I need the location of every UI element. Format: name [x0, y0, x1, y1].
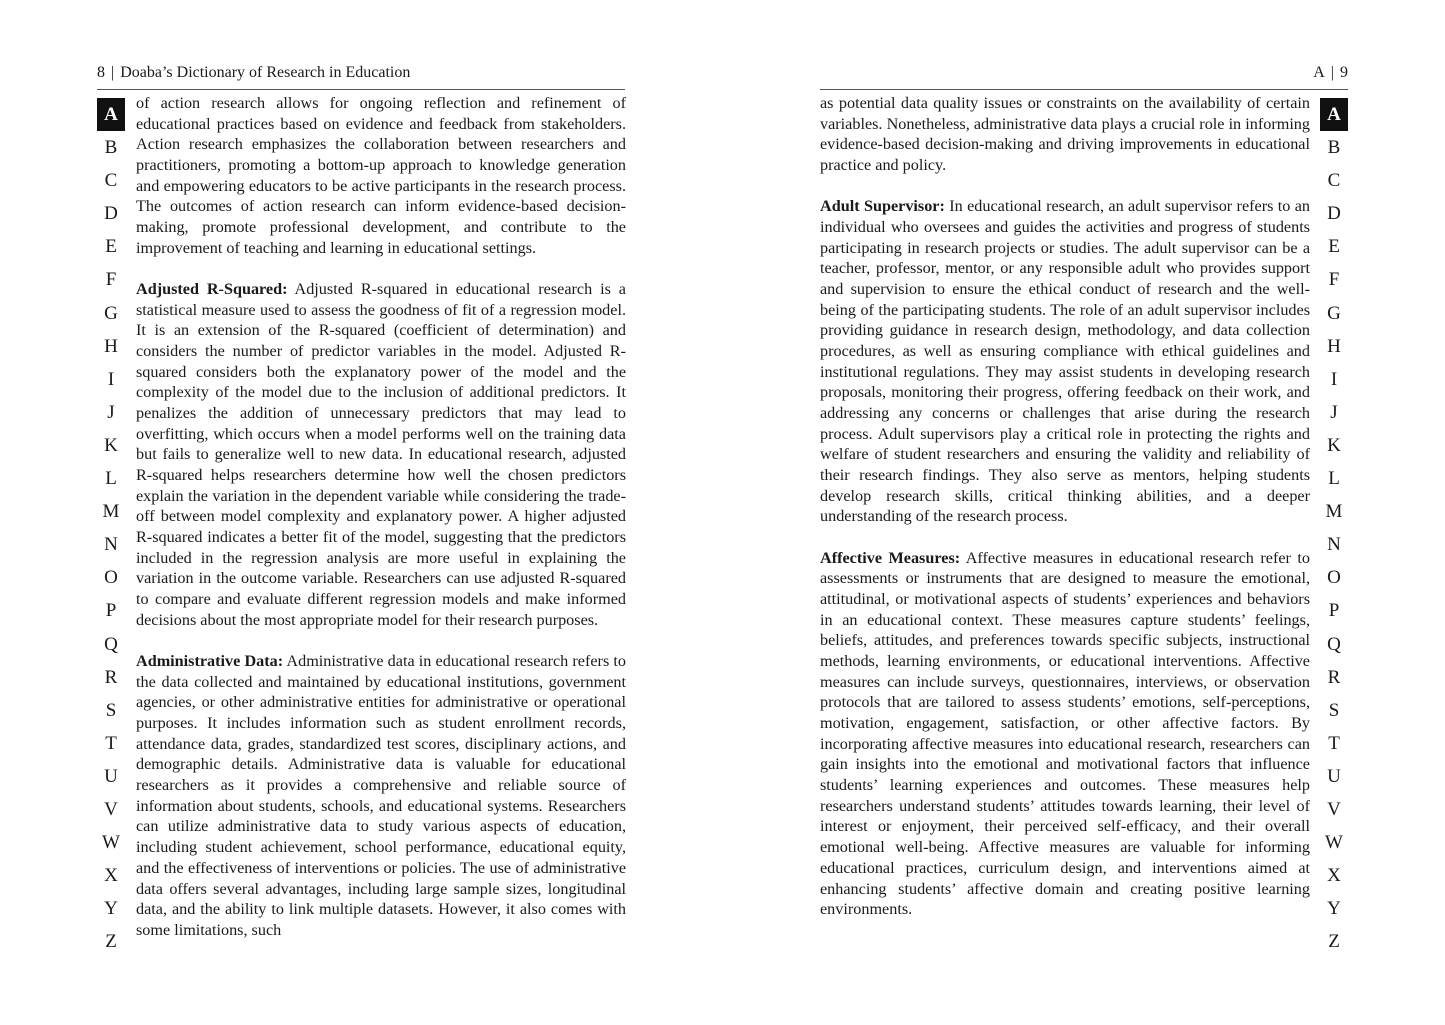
thumb-tab-letter[interactable]: U: [104, 765, 118, 787]
thumb-tab-letter[interactable]: H: [1327, 335, 1341, 357]
thumb-tab-letter[interactable]: Y: [1327, 898, 1341, 920]
thumb-tab-letter[interactable]: W: [102, 832, 120, 854]
thumb-tab-letter[interactable]: B: [104, 137, 118, 159]
section-letter: A: [1313, 64, 1325, 81]
thumb-tab-letter[interactable]: J: [1330, 401, 1338, 423]
thumb-tab-letter[interactable]: C: [1327, 170, 1341, 192]
thumb-tab-letter[interactable]: X: [104, 865, 118, 887]
left-page-header: [97, 64, 625, 90]
thumb-tab-letter[interactable]: T: [105, 732, 117, 754]
thumb-tab-letter[interactable]: K: [104, 434, 118, 456]
thumb-tab-letter[interactable]: D: [104, 203, 118, 225]
book-title: Doaba’s Dictionary of Research in Education: [120, 64, 411, 81]
thumb-tab-letter[interactable]: I: [1330, 368, 1338, 390]
thumb-tab-letter[interactable]: I: [107, 368, 115, 390]
right-page: [722, 0, 1445, 1025]
thumb-tab-letter[interactable]: T: [1328, 732, 1340, 754]
thumb-tab-letter[interactable]: M: [1325, 501, 1343, 523]
entry-term: Adult Supervisor:: [820, 197, 945, 216]
thumb-tab-letter[interactable]: G: [104, 302, 118, 324]
entry-definition: of action research allows for ongoing reflection and refinement of educational practices based on evidence and feedback from stakeholders. Action research emphasizes the collaboration between researchers and practitioners, promoting a bottom-up approach to knowledge generation and empowering educators to be active participants in the research process. The outcomes of action research can inform evidence-based decision-making, promote professional development, and contribute to the improvement of teaching and learning in educational settings.: [136, 94, 626, 257]
entry-term: Administrative Data:: [136, 652, 284, 671]
dictionary-entry: [136, 279, 626, 630]
entry-definition: Adjusted R-squared in educational research is a statistical measure used to assess the goodness of fit of a regression model. It is an extension of the R-squared (coefficient of determination) and considers the number of predictor variables in the model. Adjusted R-squared considers both the explanatory power of the model and the complexity of the model due to the inclusion of additional predictors. It penalizes the addition of unnecessary predictors that may lead to overfitting, which occurs when a model performs well on the training data but fails to generalize well to new data. In educational research, adjusted R-squared helps researchers determine how well the chosen predictors explain the variation in the dependent variable while considering the trade-off between model complexity and explanatory power. A higher adjusted R-squared indicates a better fit of the model, suggesting that the predictors included in the regression analysis are more useful in explaining the variation in the outcome variable. Researchers can use adjusted R-squared to compare and evaluate different regression models and make informed decisions about the most appropriate model for their research purposes.: [136, 280, 626, 629]
thumb-tab-letter[interactable]: Q: [1327, 633, 1341, 655]
thumb-tab-letter[interactable]: A: [1320, 98, 1348, 131]
dictionary-entry-continuation: [136, 93, 626, 258]
entry-definition: as potential data quality issues or constraints on the availability of certain variables. Nonetheless, administrative data plays a crucial role in informing evidence-based decision-making and driving improvements in educational practice and policy.: [820, 94, 1310, 175]
thumb-tab-letter[interactable]: P: [105, 600, 117, 622]
thumb-tab-letter[interactable]: Z: [105, 931, 117, 953]
right-alphabet-index: [1320, 98, 1348, 958]
thumb-tab-letter[interactable]: O: [1327, 567, 1341, 589]
entry-term: Affective Measures:: [820, 548, 961, 567]
left-page: [0, 0, 722, 1025]
thumb-tab-letter[interactable]: J: [107, 401, 115, 423]
entry-definition: In educational research, an adult supervisor refers to an individual who oversees and guides the activities and progress of students participating in research projects or studies. The adult supervisor can be a teacher, professor, mentor, or any responsible adult who provides support and supervision to ensure the ethical conduct of research and the well-being of the participating students. The role of an adult supervisor includes providing guidance in research design, methodology, and data collection procedures, as well as ensuring compliance with ethical guidelines and institutional regulations. They may assist students in developing research proposals, monitoring their progress, offering feedback on their work, and addressing any concerns or challenges that arise during the research process. Adult supervisors play a critical role in protecting the rights and welfare of student researchers and ensuring the validity and reliability of their research findings. They also serve as mentors, helping students develop research skills, critical thinking abilities, and a deeper understanding of the research process.: [820, 197, 1310, 526]
thumb-tab-letter[interactable]: P: [1328, 600, 1340, 622]
thumb-tab-letter[interactable]: R: [1327, 666, 1341, 688]
thumb-tab-letter[interactable]: N: [1327, 534, 1341, 556]
thumb-tab-letter[interactable]: L: [1328, 468, 1340, 490]
thumb-tab-letter[interactable]: W: [1325, 832, 1343, 854]
left-page-body: [136, 93, 626, 941]
thumb-tab-letter[interactable]: K: [1327, 434, 1341, 456]
right-page-header: [820, 64, 1348, 90]
thumb-tab-letter[interactable]: O: [104, 567, 118, 589]
thumb-tab-letter[interactable]: X: [1327, 865, 1341, 887]
left-page-number: 8: [97, 64, 105, 81]
thumb-tab-letter[interactable]: M: [102, 501, 120, 523]
thumb-tab-letter[interactable]: B: [1327, 137, 1341, 159]
thumb-tab-letter[interactable]: F: [105, 269, 117, 291]
left-alphabet-index: [97, 98, 125, 958]
thumb-tab-letter[interactable]: Q: [104, 633, 118, 655]
thumb-tab-letter[interactable]: E: [105, 236, 117, 258]
header-separator: |: [1330, 64, 1334, 81]
thumb-tab-letter[interactable]: F: [1328, 269, 1340, 291]
thumb-tab-letter[interactable]: L: [105, 468, 117, 490]
thumb-tab-letter[interactable]: D: [1327, 203, 1341, 225]
thumb-tab-letter[interactable]: S: [1328, 699, 1340, 721]
thumb-tab-letter[interactable]: V: [104, 798, 118, 820]
thumb-tab-letter[interactable]: H: [104, 335, 118, 357]
dictionary-entry: [820, 196, 1310, 527]
right-page-body: [820, 93, 1310, 920]
thumb-tab-letter[interactable]: A: [97, 98, 125, 131]
thumb-tab-letter[interactable]: E: [1328, 236, 1340, 258]
thumb-tab-letter[interactable]: N: [104, 534, 118, 556]
header-separator: |: [111, 64, 115, 81]
thumb-tab-letter[interactable]: U: [1327, 765, 1341, 787]
entry-definition: Affective measures in educational research refer to assessments or instruments that are designed to measure the emotional, attitudinal, or motivational aspects of students’ experiences and behaviors in an educational context. These measures capture students’ feelings, beliefs, attitudes, and preferences towards specific subjects, instructional methods, learning environments, or educational interventions. Affective measures can include surveys, questionnaires, interviews, or observation protocols that are tailored to assess students’ emotions, self-perceptions, motivation, engagement, satisfaction, or other affective factors. By incorporating affective measures into educational research, researchers can gain insights into the emotional and motivational factors that influence students’ learning experiences and outcomes. These measures help researchers understand students’ attitudes towards learning, their level of interest or enjoyment, their perceived self-efficacy, and their overall emotional well-being. Affective measures are valuable for informing educational practices, curriculum design, and interventions aimed at enhancing students’ affective domain and creating positive learning environments.: [820, 548, 1310, 919]
dictionary-entry-continuation: [820, 93, 1310, 176]
thumb-tab-letter[interactable]: V: [1327, 798, 1341, 820]
dictionary-entry: [820, 548, 1310, 920]
thumb-tab-letter[interactable]: C: [104, 170, 118, 192]
thumb-tab-letter[interactable]: Z: [1328, 931, 1340, 953]
right-page-number: 9: [1340, 64, 1348, 81]
thumb-tab-letter[interactable]: Y: [104, 898, 118, 920]
thumb-tab-letter[interactable]: S: [105, 699, 117, 721]
entry-definition: Administrative data in educational research refers to the data collected and maintained by educational institutions, government agencies, or other administrative entities for administrative or operational purposes. It includes information such as student enrollment records, attendance data, grades, standardized test scores, disciplinary actions, and demographic details. Administrative data is valuable for educational researchers as it provides a comprehensive and reliable source of information about students, schools, and educational systems. Researchers can utilize administrative data to study various aspects of education, including student achievement, school performance, educational equity, and the effectiveness of interventions or policies. The use of administrative data offers several advantages, including large sample sizes, longitudinal data, and the ability to link multiple datasets. However, it also comes with some limitations, such: [136, 652, 626, 939]
thumb-tab-letter[interactable]: R: [104, 666, 118, 688]
dictionary-entry: [136, 651, 626, 940]
entry-term: Adjusted R-Squared:: [136, 280, 288, 299]
thumb-tab-letter[interactable]: G: [1327, 302, 1341, 324]
